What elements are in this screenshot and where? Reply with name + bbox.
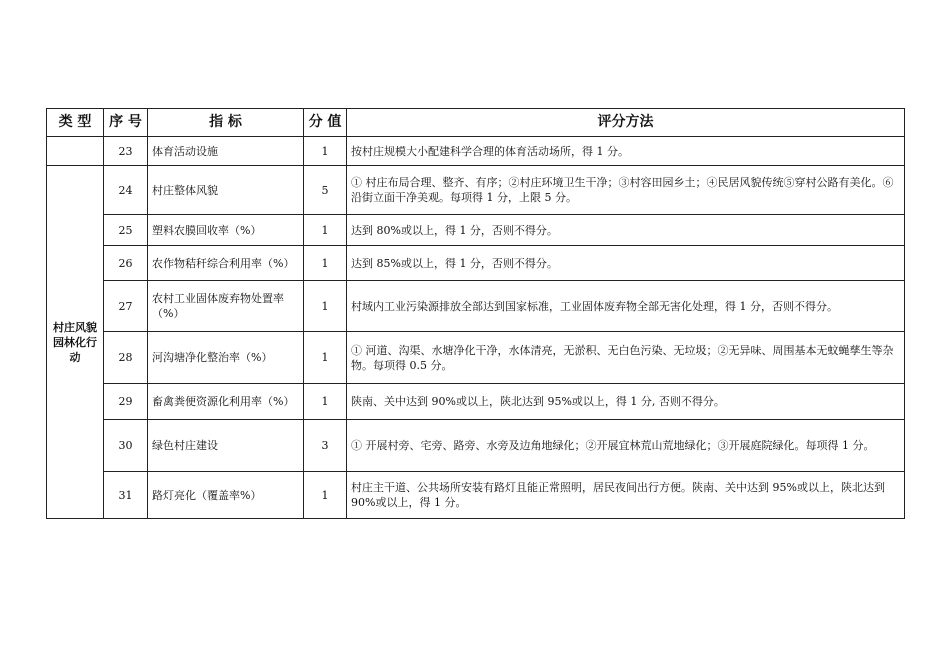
row-indicator: 农村工业固体废弃物处置率（%） — [148, 281, 304, 332]
table-row — [47, 281, 905, 332]
row-method: 达到 80%或以上，得 1 分，否则不得分。 — [347, 215, 905, 246]
table-row — [47, 137, 905, 166]
row-score: 1 — [304, 246, 347, 281]
row-method: 按村庄规模大小配建科学合理的体育活动场所，得 1 分。 — [347, 137, 905, 166]
table-row — [47, 246, 905, 281]
row-method: 陕南、关中达到 90%或以上，陕北达到 95%或以上，得 1 分, 否则不得分。 — [347, 384, 905, 420]
table-row — [47, 384, 905, 420]
table-row — [47, 472, 905, 519]
row-indicator: 体育活动设施 — [148, 137, 304, 166]
header-no: 序 号 — [104, 109, 148, 137]
header-type: 类 型 — [47, 109, 104, 137]
row-score: 1 — [304, 384, 347, 420]
row-indicator: 畜禽粪便资源化利用率（%） — [148, 384, 304, 420]
row-score: 5 — [304, 166, 347, 215]
header-row — [47, 109, 905, 137]
header-indicator: 指 标 — [148, 109, 304, 137]
row-no: 27 — [104, 281, 148, 332]
row-method: ① 河道、沟渠、水塘净化干净，水体清亮，无淤积、无白色污染、无垃圾；②无异味、周围基本无蚊蝇孳生等杂物。每项得 0.5 分。 — [347, 332, 905, 384]
table-row — [47, 215, 905, 246]
row-indicator: 路灯亮化（覆盖率%） — [148, 472, 304, 519]
row-no: 31 — [104, 472, 148, 519]
row-no: 28 — [104, 332, 148, 384]
type-cell-empty — [47, 137, 104, 166]
row-method: 村域内工业污染源排放全部达到国家标准，工业固体废弃物全部无害化处理，得 1 分，否则不得分。 — [347, 281, 905, 332]
row-score: 1 — [304, 281, 347, 332]
row-indicator: 绿色村庄建设 — [148, 420, 304, 472]
row-indicator: 塑料农膜回收率（%） — [148, 215, 304, 246]
row-method: 村庄主干道、公共场所安装有路灯且能正常照明，居民夜间出行方便。陕南、关中达到 95%或以上，陕北达到 90%或以上，得 1 分。 — [347, 472, 905, 519]
row-no: 23 — [104, 137, 148, 166]
row-score: 3 — [304, 420, 347, 472]
row-no: 24 — [104, 166, 148, 215]
row-method: 达到 85%或以上，得 1 分，否则不得分。 — [347, 246, 905, 281]
table-row — [47, 420, 905, 472]
row-indicator: 农作物秸秆综合利用率（%） — [148, 246, 304, 281]
row-indicator: 河沟塘净化整治率（%） — [148, 332, 304, 384]
row-no: 30 — [104, 420, 148, 472]
table-row — [47, 166, 905, 215]
header-method: 评分方法 — [347, 109, 905, 137]
row-score: 1 — [304, 472, 347, 519]
category-label: 村庄风貌园林化行动 — [47, 166, 104, 519]
header-score: 分 值 — [304, 109, 347, 137]
scoring-table — [46, 108, 905, 519]
row-score: 1 — [304, 332, 347, 384]
row-no: 25 — [104, 215, 148, 246]
row-score: 1 — [304, 137, 347, 166]
row-no: 29 — [104, 384, 148, 420]
table-row — [47, 332, 905, 384]
row-method: ① 开展村旁、宅旁、路旁、水旁及边角地绿化；②开展宜林荒山荒地绿化；③开展庭院绿化。每项得 1 分。 — [347, 420, 905, 472]
row-method: ① 村庄布局合理、整齐、有序；②村庄环境卫生干净；③村容田园乡土；④民居风貌传统⑤穿村公路有美化。⑥沿街立面干净美观。每项得 1 分，上限 5 分。 — [347, 166, 905, 215]
row-indicator: 村庄整体风貌 — [148, 166, 304, 215]
row-no: 26 — [104, 246, 148, 281]
row-score: 1 — [304, 215, 347, 246]
